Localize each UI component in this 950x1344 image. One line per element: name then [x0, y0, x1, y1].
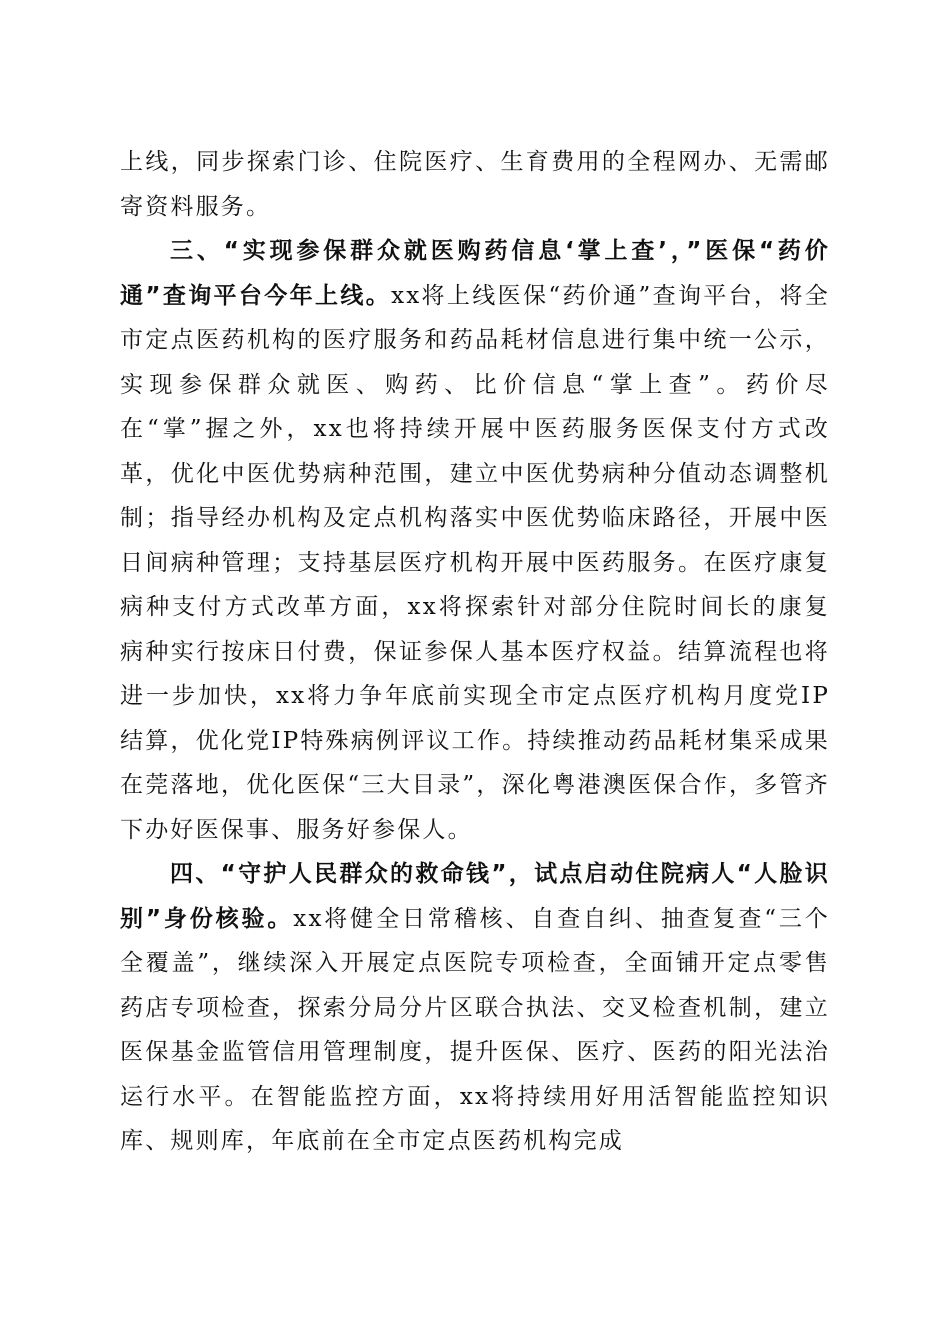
section-four-heading: 四、“守护人民群众的救命钱”，试点启动住院病人“人脸识别”身份核验。 [120, 861, 830, 932]
paragraph-text: xx将健全日常稽核、自查自纠、抽查复查“三个全覆盖”，继续深入开展定点医院专项检查，全面铺开定点零售药店专项检查，探索分局分片区联合执法、交叉检查机制，建立医保基金监管信用管理制度，提升医保、医疗、医药的阳光法治运行水平。在智能监控方面，xx将持续用好用活智能监控知识库、规则库，年底前在全市定点医药机构完成 [120, 905, 830, 1154]
section-three-heading: 三、“实现参保群众就医购药信息‘掌上查’，”医保“药价通”查询平台今年上线。 [120, 238, 830, 309]
paragraph-section-three [120, 229, 830, 852]
paragraph-continuation [120, 140, 830, 229]
paragraph-section-four [120, 852, 830, 1164]
document-body [120, 140, 830, 1164]
paragraph-text: 上线，同步探索门诊、住院医疗、生育费用的全程网办、无需邮寄资料服务。 [120, 149, 830, 220]
paragraph-text: xx将上线医保“药价通”查询平台，将全市定点医药机构的医疗服务和药品耗材信息进行集中统一公示，实现参保群众就医、购药、比价信息“掌上查”。药价尽在“掌”握之外，xx也将持续开展中医药服务医保支付方式改革，优化中医优势病种范围，建立中医优势病种分值动态调整机制；指导经办机构及定点机构落实中医优势临床路径，开展中医日间病种管理；支持基层医疗机构开展中医药服务。在医疗康复病种支付方式改革方面，xx将探索针对部分住院时间长的康复病种实行按床日付费，保证参保人基本医疗权益。结算流程也将进一步加快，xx将力争年底前实现全市定点医疗机构月度党IP结算，优化党IP特殊病例评议工作。持续推动药品耗材集采成果在莞落地，优化医保“三大目录”，深化粤港澳医保合作，多管齐下办好医保事、服务好参保人。 [120, 282, 830, 843]
